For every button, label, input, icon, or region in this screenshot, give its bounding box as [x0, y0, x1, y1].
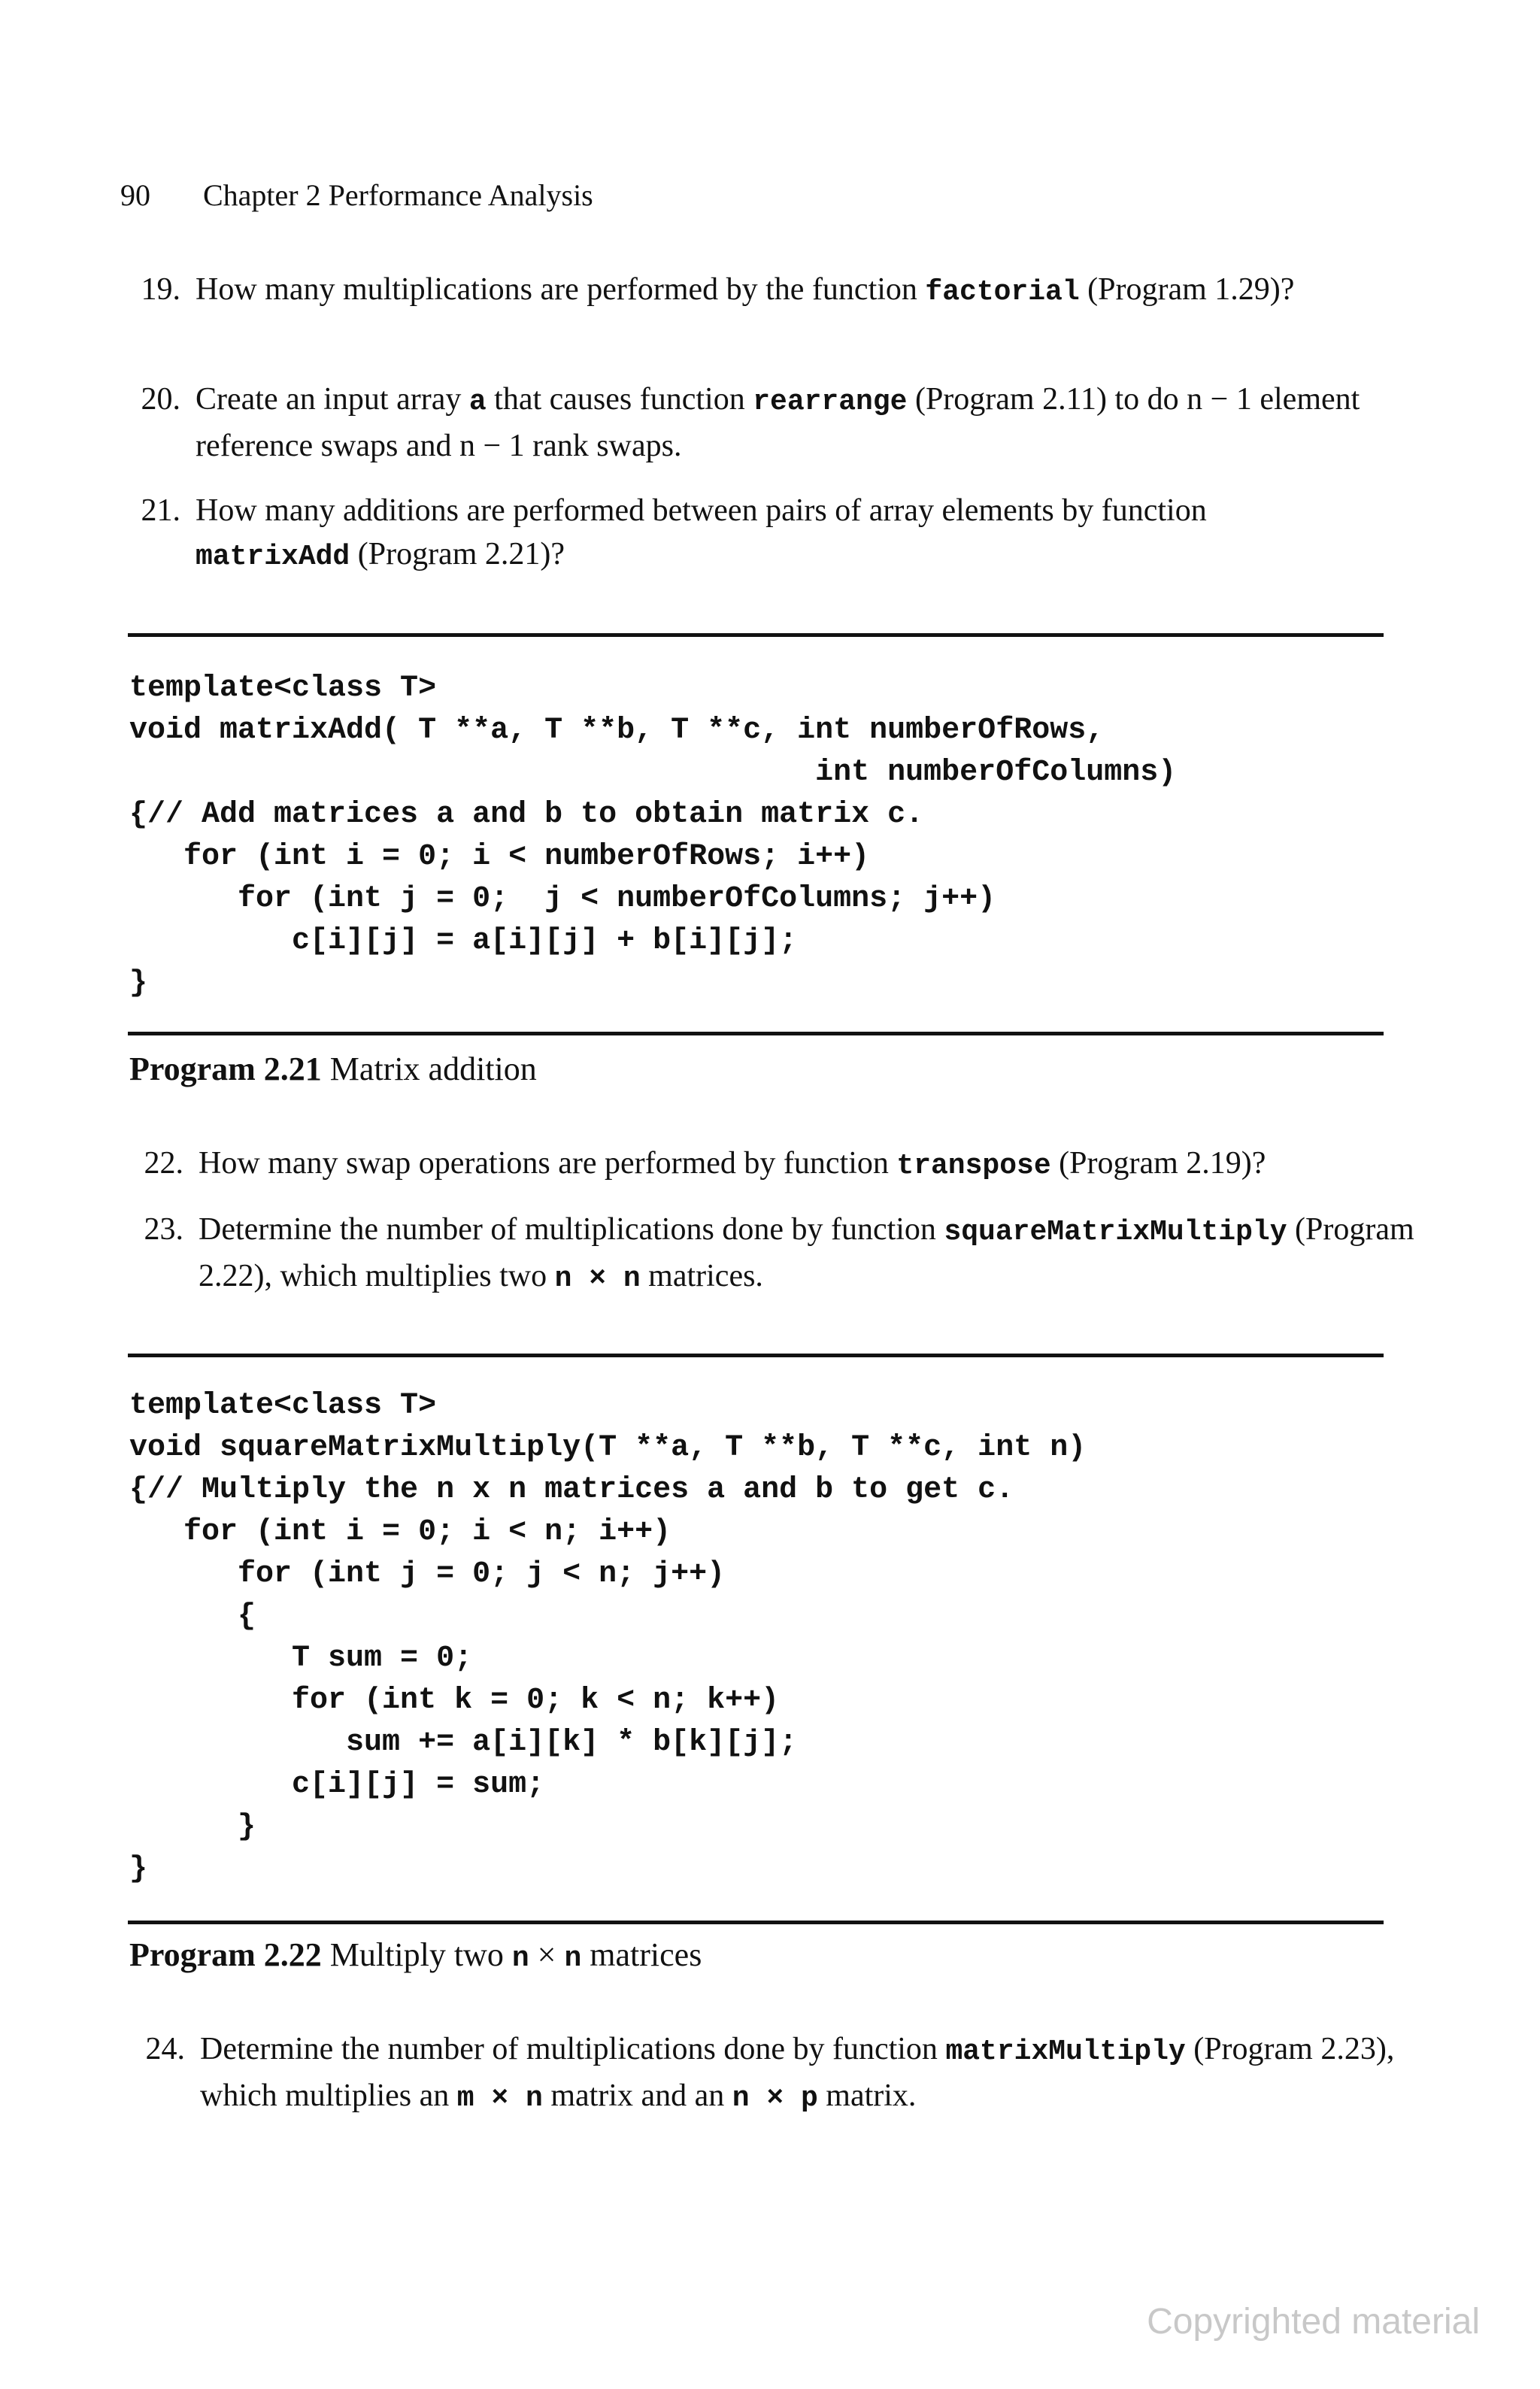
code-identifier: squareMatrixMultiply	[944, 1216, 1287, 1248]
caption-label: Program 2.22	[129, 1936, 322, 1973]
program-2-22-caption: Program 2.22 Multiply two n × n matrices	[129, 1936, 702, 1975]
exercise-number: 24.	[145, 2032, 185, 2066]
exercise-text: Determine the number of multiplications done by function matrixMultiply (Program 2.23), which multiplies an m × n matrix and an n × p matrix.	[200, 2032, 1395, 2115]
program-2-21-caption	[129, 1048, 537, 1090]
caption-text: Matrix addition	[321, 1050, 537, 1087]
exercise-number: 22.	[144, 1146, 183, 1181]
code-identifier: m × n	[456, 2082, 543, 2115]
program-bottom-rule	[128, 1032, 1384, 1035]
code-identifier: factorial	[925, 276, 1080, 308]
code-identifier: n × n	[554, 1263, 641, 1295]
code-identifier: n × p	[732, 2082, 818, 2115]
copyright-watermark: Copyrighted material	[1147, 2302, 1480, 2342]
exercise-text: Create an input array a that causes function rearrange (Program 2.11) to do n − 1 element reference swaps and n − 1 rank swaps.	[196, 382, 1360, 463]
program-top-rule	[128, 1354, 1384, 1357]
code-identifier: a	[468, 386, 487, 418]
code-identifier: transpose	[896, 1150, 1051, 1182]
exercise-number: 20.	[141, 382, 180, 417]
caption-label: Program 2.21	[129, 1050, 322, 1087]
program-bottom-rule	[128, 1921, 1384, 1924]
exercise-text: How many additions are performed between pairs of array elements by function matrixAdd (Program 2.21)?	[196, 493, 1207, 573]
code-identifier: rearrange	[753, 386, 908, 418]
code-identifier: matrixMultiply	[945, 2036, 1186, 2068]
exercise-number: 21.	[141, 493, 180, 528]
running-header	[120, 177, 593, 214]
exercise-number: 19.	[141, 272, 180, 307]
exercise-text: How many multiplications are performed by the function factorial (Program 1.29)?	[196, 272, 1295, 308]
page-number: 90	[120, 178, 150, 212]
exercise-text: How many swap operations are performed by function transpose (Program 2.19)?	[199, 1146, 1266, 1182]
program-2-21-code: template<class T> void matrixAdd( T **a, T **b, T **c, int numberOfRows, int numberOfColumns) {// Add matrices a and b to obtain matrix c. for (int i = 0; i < numberOfRows; i++) for (int j = 0; j < numberOfColumns; j++) c[i][j] = a[i][j] + b[i][j]; }	[129, 672, 1177, 1000]
code-identifier: matrixAdd	[196, 541, 350, 573]
program-2-22-code: template<class T> void squareMatrixMultiply(T **a, T **b, T **c, int n) {// Multiply the n x n matrices a and b to get c. for (int i = 0; i < n; i++) for (int j = 0; j < n; j++) { T sum = 0; for (int k = 0; k < n; k++) sum += a[i][k] * b[k][j]; c[i][j] = sum; } }	[129, 1389, 1087, 1886]
chapter-title: Chapter 2 Performance Analysis	[203, 178, 593, 212]
exercise-text: Determine the number of multiplications done by function squareMatrixMultiply (Program 2.22), which multiplies two n × n matrices.	[199, 1212, 1414, 1295]
program-top-rule	[128, 633, 1384, 637]
exercise-number: 23.	[144, 1212, 183, 1247]
